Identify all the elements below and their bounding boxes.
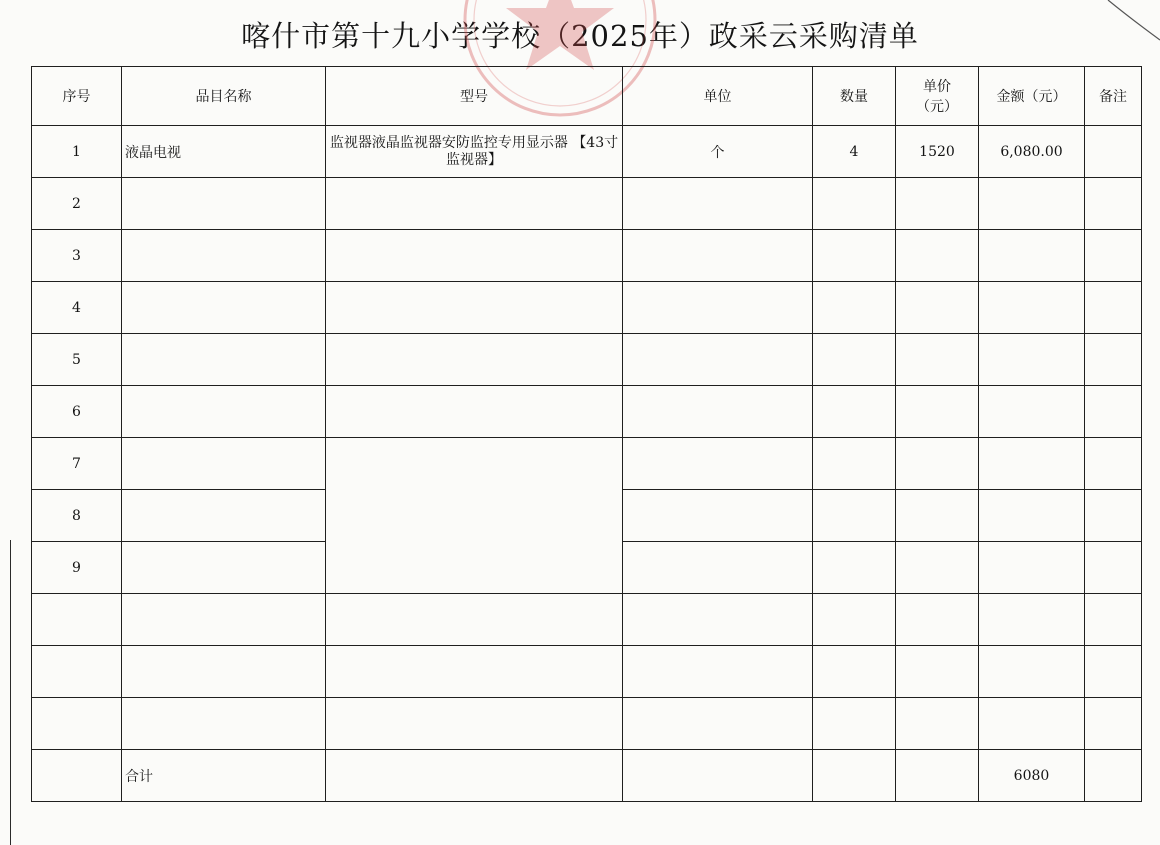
cell-unit-price [896,646,979,698]
cell-model [326,178,623,230]
cell-item-name [122,542,326,594]
cell-remark [1085,750,1142,802]
table-row [32,438,1142,490]
table-row [32,178,1142,230]
cell-index [32,750,122,802]
header-quantity: 数量 [813,67,896,126]
cell-quantity [813,490,896,542]
cell-unit [623,230,813,282]
total-label: 合计 [122,750,326,802]
cell-index: 6 [32,386,122,438]
cell-unit-price [896,334,979,386]
cell-amount: 6,080.00 [979,126,1085,178]
cell-index: 9 [32,542,122,594]
cell-quantity [813,282,896,334]
cell-unit [623,750,813,802]
cell-unit-price [896,230,979,282]
cell-item-name [122,490,326,542]
cell-item-name [122,386,326,438]
cell-quantity: 4 [813,126,896,178]
cell-model [326,334,623,386]
cell-amount [979,438,1085,490]
cell-unit-price [896,490,979,542]
cell-amount [979,490,1085,542]
cell-index [32,698,122,750]
cell-item-name [122,698,326,750]
cell-index [32,646,122,698]
cell-index: 2 [32,178,122,230]
cell-item-name [122,594,326,646]
cell-unit: 个 [623,126,813,178]
table-row [32,646,1142,698]
header-model: 型号 [326,67,623,126]
cell-unit-price: 1520 [896,126,979,178]
cell-unit [623,594,813,646]
table-row [32,282,1142,334]
table-row [32,126,1142,178]
cell-item-name [122,230,326,282]
cell-index: 1 [32,126,122,178]
cell-unit [623,646,813,698]
cell-remark [1085,126,1142,178]
cell-quantity [813,230,896,282]
cell-remark [1085,178,1142,230]
cell-amount [979,646,1085,698]
cell-unit [623,334,813,386]
cell-index: 8 [32,490,122,542]
cell-model: 监视器液晶监视器安防监控专用显示器 【43寸监视器】 [326,126,623,178]
cell-model [326,646,623,698]
total-amount: 6080 [979,750,1085,802]
cell-item-name [122,646,326,698]
cell-unit-price [896,438,979,490]
cell-model [326,230,623,282]
cell-unit-price [896,282,979,334]
cell-unit-price [896,386,979,438]
cell-unit [623,178,813,230]
cell-quantity [813,594,896,646]
cell-item-name: 液晶电视 [122,126,326,178]
cell-model-merged [326,438,623,594]
cell-model [326,386,623,438]
cell-amount [979,230,1085,282]
cell-index [32,594,122,646]
header-item-name: 品目名称 [122,67,326,126]
page-edge-line [10,540,11,845]
cell-model [326,594,623,646]
header-remark: 备注 [1085,67,1142,126]
cell-amount [979,594,1085,646]
cell-index: 5 [32,334,122,386]
cell-remark [1085,542,1142,594]
table-row [32,386,1142,438]
cell-remark [1085,438,1142,490]
procurement-table [31,66,1142,802]
table-header-row [32,67,1142,126]
cell-quantity [813,178,896,230]
cell-unit-price [896,542,979,594]
header-index: 序号 [32,67,122,126]
cell-remark [1085,334,1142,386]
cell-remark [1085,646,1142,698]
cell-amount [979,178,1085,230]
cell-unit-price [896,178,979,230]
cell-quantity [813,386,896,438]
cell-remark [1085,594,1142,646]
cell-amount [979,282,1085,334]
cell-unit-price [896,698,979,750]
cell-amount [979,334,1085,386]
header-unit-price-line1: 单价 [923,79,951,95]
cell-model [326,750,623,802]
header-unit-price-line2: （元） [916,99,958,115]
cell-unit [623,282,813,334]
table-row [32,594,1142,646]
cell-remark [1085,490,1142,542]
cell-quantity [813,646,896,698]
cell-item-name [122,178,326,230]
cell-model [326,282,623,334]
cell-quantity [813,542,896,594]
header-amount: 金额（元） [979,67,1085,126]
page-corner-fold [1100,0,1160,60]
cell-index: 4 [32,282,122,334]
table-row [32,698,1142,750]
cell-quantity [813,750,896,802]
cell-item-name [122,334,326,386]
cell-amount [979,386,1085,438]
cell-quantity [813,438,896,490]
cell-item-name [122,438,326,490]
header-unit: 单位 [623,67,813,126]
cell-remark [1085,230,1142,282]
cell-index: 3 [32,230,122,282]
cell-index: 7 [32,438,122,490]
cell-remark [1085,282,1142,334]
cell-unit [623,698,813,750]
cell-amount [979,698,1085,750]
cell-unit [623,542,813,594]
cell-unit-price [896,594,979,646]
cell-unit [623,386,813,438]
total-row [32,750,1142,802]
cell-remark [1085,386,1142,438]
cell-unit [623,438,813,490]
cell-quantity [813,334,896,386]
cell-quantity [813,698,896,750]
cell-model [326,698,623,750]
table-row [32,334,1142,386]
cell-item-name [122,282,326,334]
cell-unit-price [896,750,979,802]
cell-amount [979,542,1085,594]
cell-remark [1085,698,1142,750]
header-unit-price [896,67,979,126]
document-title: 喀什市第十九小学学校（2025年）政采云采购清单 [241,19,919,53]
table-row [32,230,1142,282]
cell-unit [623,490,813,542]
